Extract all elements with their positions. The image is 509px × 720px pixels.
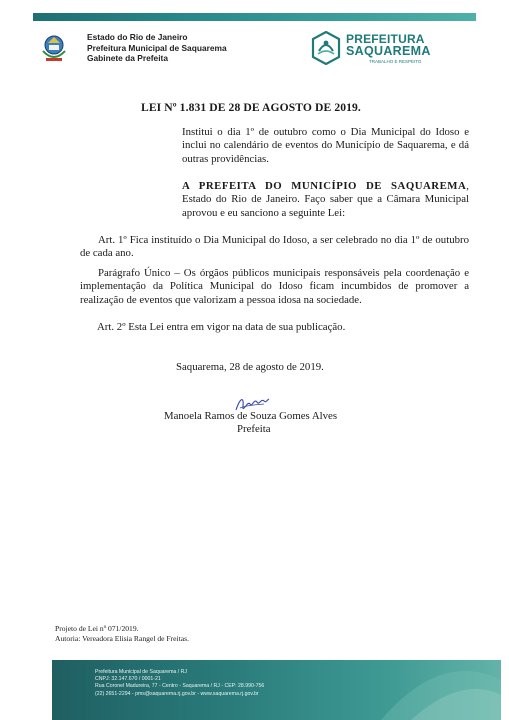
header-prefecture: Prefeitura Municipal de Saquarema — [87, 42, 227, 53]
signer-name: Manoela Ramos de Souza Gomes Alves — [164, 410, 338, 422]
bill-reference: Projeto de Lei nº 071/2019. — [55, 624, 139, 633]
enacting-text: , Estado do Rio de Janeiro. Faço saber que a Câmara Municipal aprovou e eu sanciono a seguinte Lei: — [182, 180, 469, 219]
footer-address: Rua Coronel Madureira, 77 - Centro - Saquarema / RJ - CEP: 28.990-756 — [95, 683, 265, 690]
header-office: Gabinete da Prefeita — [87, 53, 168, 63]
law-ementa: Institui o dia 1º de outubro como o Dia Municipal do Idoso e inclui no calendário de eventos do Município de Saquarema, e dá outras providências. — [182, 126, 469, 165]
footer-org: Prefeitura Municipal de Saquarema / RJ — [95, 669, 187, 675]
footer-cnpj: CNPJ: 32.147.670 / 0001-21 — [95, 676, 161, 683]
state-coat-of-arms-icon — [40, 33, 68, 65]
footer-contact — [95, 669, 264, 698]
enacting-clause — [182, 180, 469, 220]
issuer-header — [87, 32, 227, 64]
article-1: Art. 1º Fica instituído o Dia Municipal do Idoso, a ser celebrado no dia 1º de outubro de cada ano. — [80, 234, 469, 260]
signer-role: Prefeita — [237, 423, 271, 435]
footer-wave-decoration — [381, 660, 501, 720]
header-top-rule — [33, 13, 476, 21]
article-2: Art. 2º Esta Lei entra em vigor na data de sua publicação. — [97, 321, 346, 333]
logo-text-main: SAQUAREMA — [346, 44, 431, 58]
bill-author: Autoria: Vereadora Elisia Rangel de Freitas. — [55, 634, 189, 643]
place-and-date: Saquarema, 28 de agosto de 2019. — [176, 361, 324, 373]
logo-tagline: TRABALHO E RESPEITO — [369, 59, 422, 64]
enacting-authority: A PREFEITA DO MUNICÍPIO DE SAQUAREMA — [182, 180, 467, 192]
saquarema-emblem-icon — [311, 31, 341, 65]
header-state: Estado do Rio de Janeiro — [87, 32, 188, 42]
prefeitura-saquarema-logo — [311, 31, 443, 69]
footnote — [55, 624, 189, 644]
footer-phone-email-site: (22) 2651-2294 - pms@saquarema.rj.gov.br - www.saquarema.rj.gov.br — [95, 690, 259, 697]
paragraph-unico: Parágrafo Único – Os órgãos públicos municipais responsáveis pela coordenação e implementação da Política Municipal do Idoso ficam incumbidos de promover a realização de eventos que valorizam a pessoa idosa na sociedade. — [80, 267, 469, 306]
logo-text-top: PREFEITURA — [346, 32, 425, 46]
law-title: LEI Nº 1.831 DE 28 DE AGOSTO DE 2019. — [141, 101, 361, 114]
